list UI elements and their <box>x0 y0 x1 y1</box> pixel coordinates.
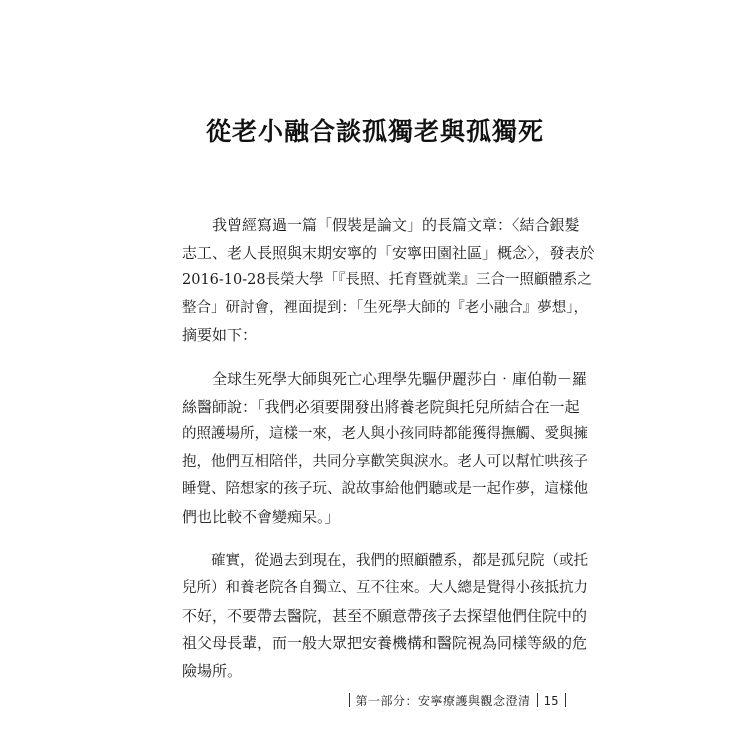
text-line: 抱，他們互相陪伴，共同分享歡笑與淚水。老人可以幫忙哄孩子 <box>182 453 588 470</box>
text-line: 志工、老人長照與末期安寧的「安寧田園社區」概念〉，發表於 <box>182 243 595 262</box>
page-number: 15 <box>543 694 559 708</box>
text-line: 我曾經寫過一篇「假裝是論文」的長篇文章：〈結合銀髮 <box>212 216 580 234</box>
footer-divider <box>349 693 350 707</box>
text-line: 的照護場所，這樣一來，老人與小孩同時都能獲得撫觸、愛與擁 <box>182 426 588 443</box>
paragraph-quote <box>182 366 588 532</box>
text-line: 2016-10-28長榮大學「『長照、托育暨就業』三合一照顧體系之 <box>182 272 592 289</box>
text-line: 絲醫師說：「我們必須要開發出將養老院與托兒所結合在一起 <box>182 397 580 416</box>
page-footer <box>343 692 572 709</box>
paragraph-intro <box>182 212 595 350</box>
text-line: 們也比較不會變痴呆。」 <box>182 507 340 526</box>
text-line: 摘要如下： <box>182 326 258 345</box>
footer-divider <box>565 693 566 707</box>
footer-divider <box>537 693 538 707</box>
text-line: 睡覺、陪想家的孩子玩、說故事給他們聽或是一起作夢，這樣他 <box>182 481 588 498</box>
chapter-title: 從老小融合談孤獨老與孤獨死 <box>205 117 544 146</box>
text-line: 整合」研討會，裡面提到：「生死學大師的『老小融合』夢想」， <box>182 299 588 316</box>
body-text <box>182 212 595 702</box>
text-line: 確實，從過去到現在，我們的照顧體系，都是孤兒院（或托 <box>211 552 588 569</box>
paragraph-reflection <box>182 548 588 686</box>
text-line: 不好，不要帶去醫院，甚至不願意帶孩子去探望他們住院中的 <box>182 606 588 625</box>
text-line: 全球生死學大師與死亡心理學先驅伊麗莎白‧庫伯勒－羅 <box>212 369 588 388</box>
text-line: 險場所。 <box>182 661 243 680</box>
text-line: 兒所）和養老院各自獨立、互不往來。大人總是覺得小孩抵抗力 <box>182 580 588 597</box>
text-line: 祖父母長輩，而一般大眾把安養機構和醫院視為同樣等級的危 <box>182 634 588 653</box>
footer-section-title: 第一部分：安寧療護與觀念澄清 <box>355 694 531 708</box>
